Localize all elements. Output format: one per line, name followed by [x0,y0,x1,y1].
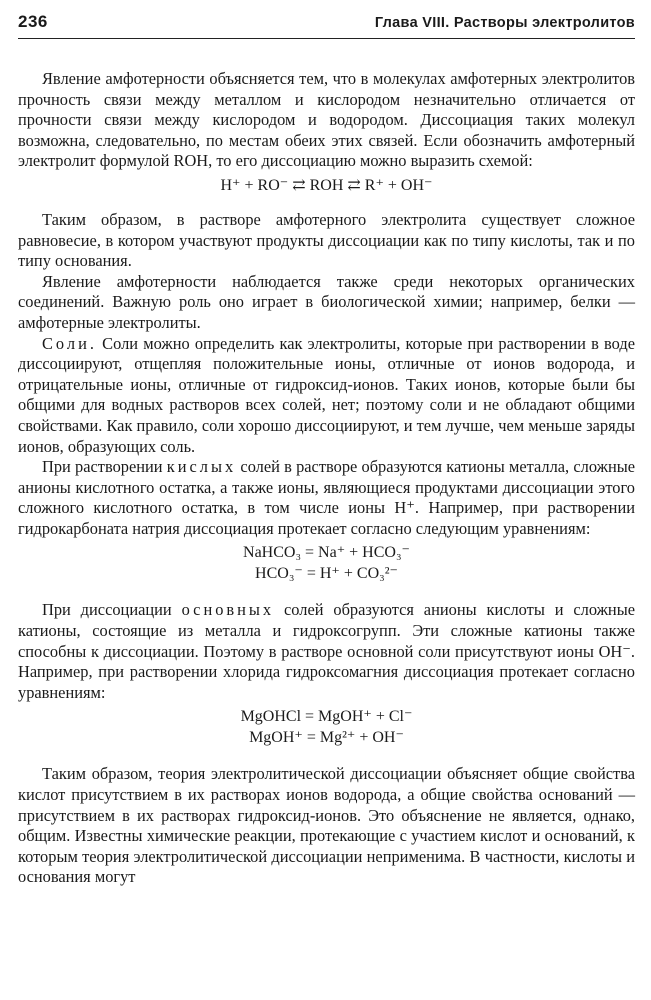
paragraph-acid-salts [18,457,635,539]
paragraph-complex-equilibrium: Таким образом, в растворе амфотерного электролита существует сложное равновесие, в котором участвуют продукты диссоциации как по типу кислоты, так и по типу основания. [18,209,635,271]
paragraph-organic-amphoteric: Явление амфотерности наблюдается также среди некоторых органических соединений. Важную роль оно играет в биологической химии; например, белки — амфотерные электролиты. [18,271,635,332]
paragraph-basic-salts-text: солей образуются анионы кислоты и сложные катионы, состоящие из металла и гидроксогрупп. Эти сложные катионы также способны к диссоциации. Поэтому в растворе основной соли присутствуют ионы OH⁻. Например, при растворении хлорида гидроксомагния диссоциация протекает согласно уравнениям: [18,600,635,702]
paragraph-salts [18,334,635,458]
paragraph-amphoteric-explanation: Явление амфотерности объясняется тем, что в молекулах амфотерных электролитов прочность связи между металлом и кислородом незначительно отличается от прочности связи между кислородом и водородом. Диссоциация таких молекул возможна, следовательно, по местам обеих этих связей. Если обозначить амфотерный электролит формулой ROH, то его диссоциацию можно выразить схемой: [18,69,635,171]
paragraph-acid-salts-text: солей в растворе образуются катионы металла, сложные анионы кислотного остатка, а также ионы, являющиеся продуктами диссоциации этого сложного кислотного остатка, в том числе ионы H⁺. Например, при растворении гидрокарбоната натрия диссоциация протекает согласно следующим уравнениям: [18,457,636,538]
equations-sodium-bicarbonate [18,542,635,584]
page-number: 236 [18,12,48,31]
paragraph-salts-text: Соли можно определить как электролиты, которые при растворении в воде диссоциируют, отщепляя положительные ионы, отличные от ионов водорода, и отрицательные ионы, отличные от гидроксид-ионов. Таких ионов, которые были бы общими для водных растворов всех солей, нет; поэтому соли и не обладают общими свойствами. Как правило, соли хорошо диссоциируют, и тем лучше, чем меньше заряды ионов, образующих соль. [18,333,635,456]
equation-hco3: HCO₃⁻ = H⁺ + CO₃²⁻ [255,565,398,583]
page-header [18,12,635,39]
running-head: Глава VIII. Растворы электролитов [374,15,635,31]
term-acid: кислых [166,457,237,477]
paragraph-basic-salts [18,600,635,703]
paragraph-basic-salts-lead: При диссоциации [42,600,182,620]
paragraph-acid-salts-lead: При растворении [42,457,167,477]
term-salts: Соли. [42,333,97,353]
equation-mgoh: MgOH⁺ = Mg²⁺ + OH⁻ [249,729,404,747]
equation-nahco3: NaHCO₃ = Na⁺ + HCO₃⁻ [243,544,410,562]
term-basic: основных [181,600,275,620]
equations-magnesium-hydroxochloride [18,706,635,748]
equation-amphoteric-dissociation: H⁺ + RO⁻ ⇄ ROH ⇄ R⁺ + OH⁻ [220,176,433,194]
paragraph-theory-summary: Таким образом, теория электролитической диссоциации объясняет общие свойства кислот присутствием в их растворах ионов водорода, а общие свойства оснований — присутствием в их растворах гидроксид-ионов. Это объяснение не является, однако, общим. Известны химические реакции, протекающие с участием кислот и оснований, к которым теория электролитической диссоциации неприменима. В частности, кислоты и основания могут [18,764,635,887]
equation-mgohcl: MgOHCl = MgOH⁺ + Cl⁻ [240,708,413,726]
